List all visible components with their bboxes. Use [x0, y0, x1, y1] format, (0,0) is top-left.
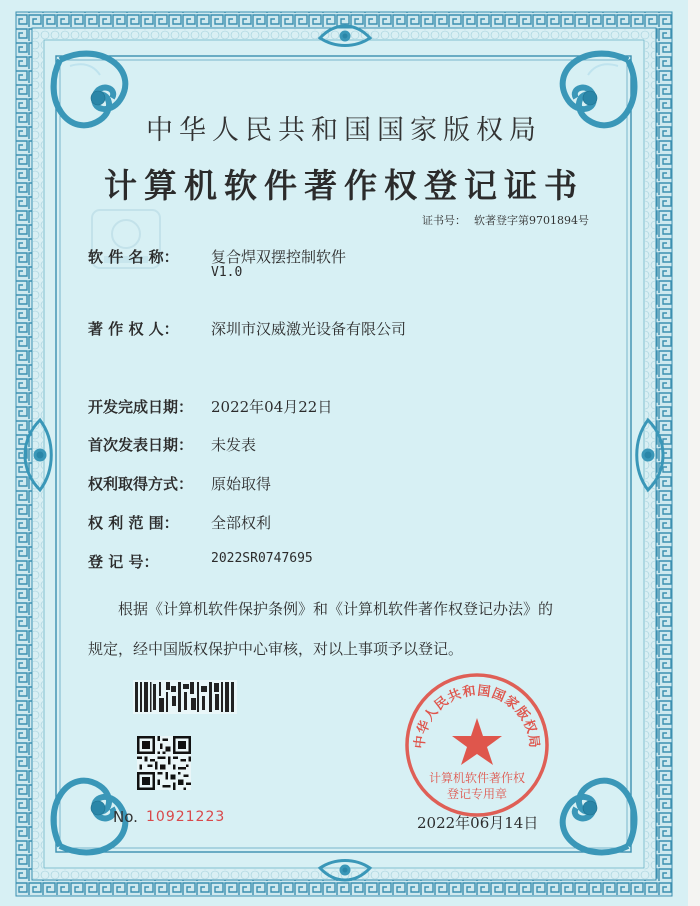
field-label-registration-no: 登 记 号：	[88, 553, 159, 571]
statement-line-2: 规定，经中国版权保护中心审核，对以上事项予以登记。	[88, 640, 464, 658]
issue-date: 2022年06月14日	[417, 814, 539, 832]
serial-no-label: No.	[113, 808, 138, 826]
serial-no-value: 10921223	[146, 809, 226, 825]
seal-line-1: 计算机软件著作权	[428, 771, 526, 785]
field-value-publication-date: 未发表	[211, 436, 257, 454]
field-value-registration-no: 2022SR0747695	[211, 551, 313, 566]
field-value-copyright-owner: 深圳市汉威激光设备有限公司	[211, 320, 407, 338]
field-value-software-name: 复合焊双摆控制软件	[211, 248, 347, 266]
field-label-software-name: 软 件 名 称：	[88, 248, 179, 266]
seal-arc-text: 中华人民共和国国家版权局	[412, 683, 542, 750]
seal-star-icon	[452, 718, 502, 765]
issuing-authority: 中华人民共和国国家版权局	[146, 115, 542, 146]
field-label-completion-date: 开发完成日期：	[88, 398, 194, 416]
field-value-completion-date: 2022年04月22日	[211, 398, 333, 416]
cert-no-label: 证书号：	[422, 214, 466, 227]
cert-no-value: 软著登字第9701894号	[474, 214, 589, 227]
qr-code	[137, 736, 191, 790]
field-label-publication-date: 首次发表日期：	[88, 436, 194, 454]
field-value-rights-scope: 全部权利	[211, 514, 272, 532]
certificate-title: 计算机软件著作权登记证书	[104, 166, 584, 205]
field-label-acquisition-method: 权利取得方式：	[88, 475, 194, 493]
field-label-rights-scope: 权 利 范 围：	[88, 514, 179, 532]
barcode	[133, 680, 237, 714]
statement-line-1: 根据《计算机软件保护条例》和《计算机软件著作权登记办法》的	[118, 600, 554, 618]
field-value-software-version: V1.0	[211, 265, 243, 280]
official-seal	[402, 670, 552, 820]
field-label-copyright-owner: 著 作 权 人：	[88, 320, 179, 338]
corner-ornament-bottom-right	[563, 781, 635, 853]
seal-line-2: 登记专用章	[446, 787, 508, 801]
field-value-acquisition-method: 原始取得	[211, 475, 272, 493]
page-edge	[688, 0, 700, 906]
